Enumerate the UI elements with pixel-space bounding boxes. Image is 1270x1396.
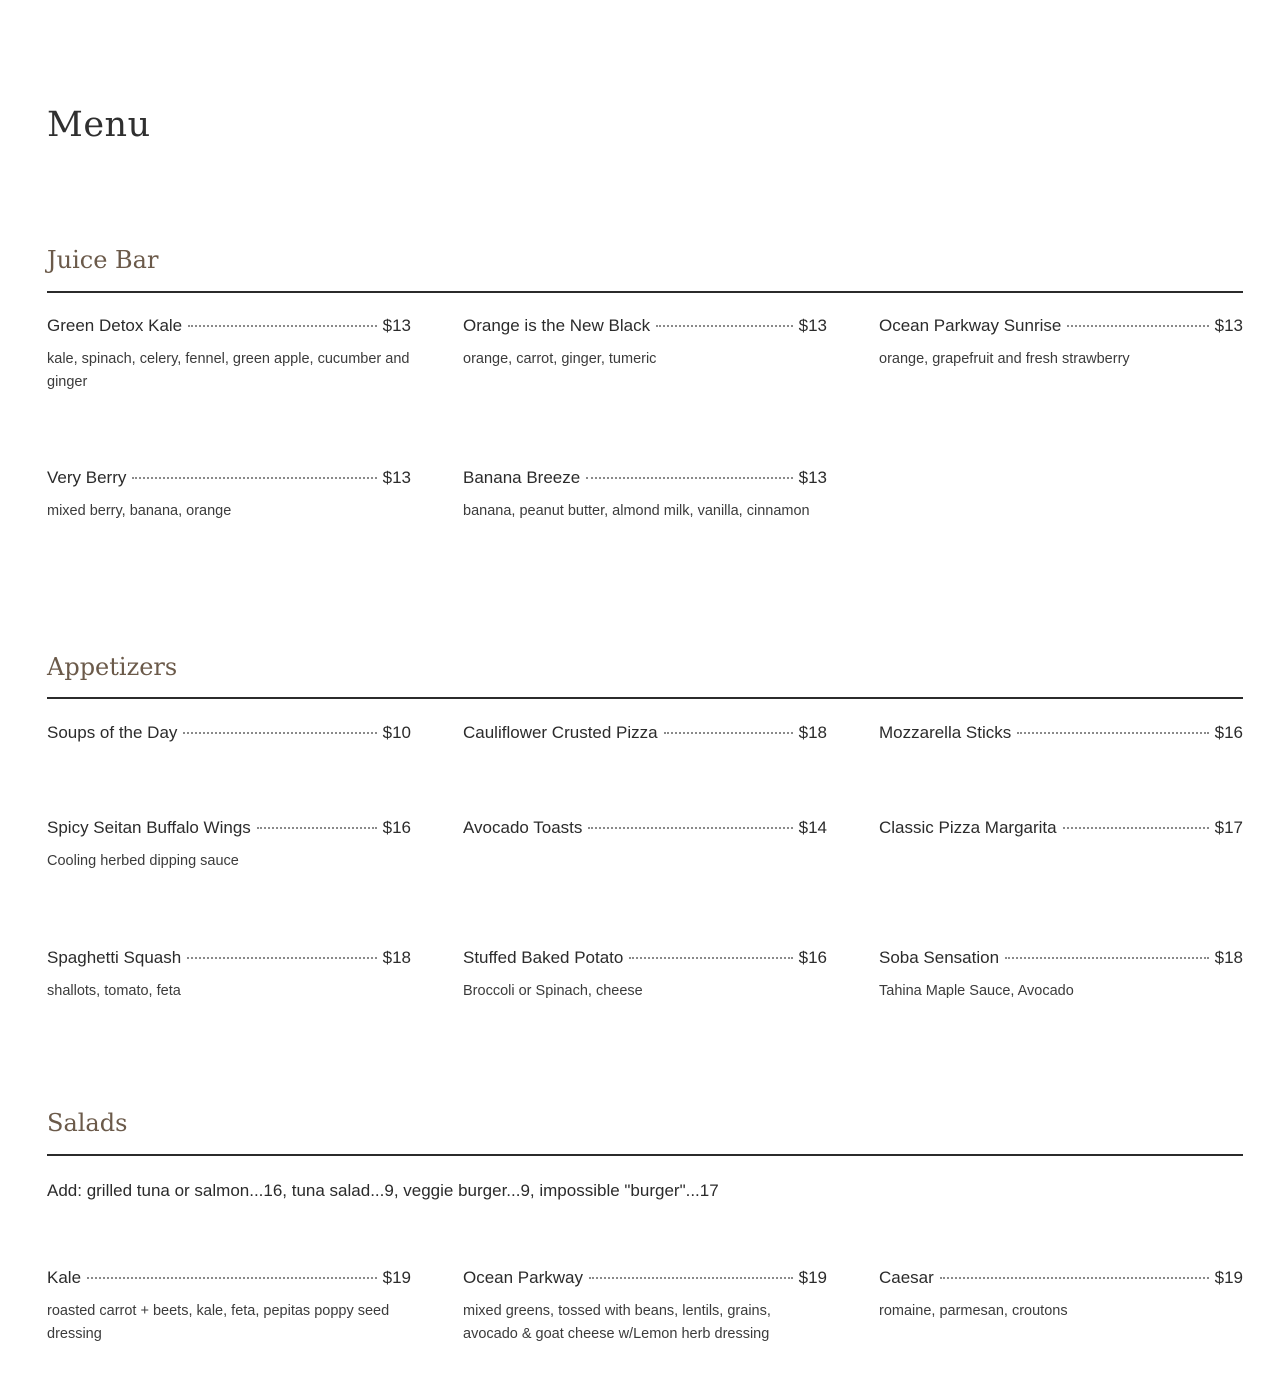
- item-name: Green Detox Kale: [47, 316, 183, 335]
- item-price: $10: [382, 723, 411, 742]
- item-description: Broccoli or Spinach, cheese: [463, 983, 643, 999]
- dotted-leader: [257, 827, 377, 829]
- item-price: $13: [382, 316, 411, 335]
- menu-item: [463, 721, 827, 745]
- item-description: Tahina Maple Sauce, Avocado: [879, 983, 1074, 999]
- item-price: $19: [1214, 1268, 1243, 1287]
- menu-item: [47, 466, 411, 523]
- item-description: Cooling herbed dipping sauce: [47, 853, 239, 869]
- item-price: $13: [1214, 316, 1243, 335]
- item-description: orange, carrot, ginger, tumeric: [463, 351, 657, 367]
- item-name: Kale: [47, 1268, 82, 1287]
- item-description: banana, peanut butter, almond milk, vanilla, cinnamon: [463, 503, 810, 519]
- item-name: Soups of the Day: [47, 723, 178, 742]
- dotted-leader: [183, 732, 376, 734]
- item-price: $16: [382, 818, 411, 837]
- menu-item: [463, 816, 827, 840]
- menu-item: [47, 721, 411, 745]
- dotted-leader: [588, 827, 792, 829]
- item-name: Avocado Toasts: [463, 818, 583, 837]
- item-name: Spaghetti Squash: [47, 948, 182, 967]
- item-description: roasted carrot + beets, kale, feta, pepitas poppy seed dressing: [47, 1303, 390, 1342]
- dotted-leader: [87, 1277, 377, 1279]
- menu-item: [879, 816, 1243, 840]
- menu-item: [47, 1266, 411, 1346]
- dotted-leader: [132, 477, 376, 479]
- menu-item: [463, 466, 827, 523]
- dotted-leader: [629, 957, 792, 959]
- section-divider: [47, 291, 1243, 293]
- item-price: $17: [1214, 818, 1243, 837]
- item-name: Cauliflower Crusted Pizza: [463, 723, 658, 742]
- item-price: $13: [382, 468, 411, 487]
- item-price: $13: [798, 468, 827, 487]
- item-name: Ocean Parkway: [463, 1268, 583, 1287]
- item-price: $16: [798, 948, 827, 967]
- item-description: shallots, tomato, feta: [47, 983, 181, 999]
- section-appetizers: [47, 651, 1243, 999]
- item-name: Very Berry: [47, 468, 127, 487]
- menu-item: [463, 314, 827, 371]
- item-name: Ocean Parkway Sunrise: [879, 316, 1062, 335]
- item-name: Orange is the New Black: [463, 316, 651, 335]
- item-price: $16: [1214, 723, 1243, 742]
- item-price: $18: [382, 948, 411, 967]
- item-description: mixed berry, banana, orange: [47, 503, 232, 519]
- menu-item: [47, 816, 411, 873]
- item-description: kale, spinach, celery, fennel, green apple, cucumber and ginger: [47, 351, 410, 390]
- menu-item: [463, 1266, 827, 1346]
- menu-item: [879, 1266, 1243, 1323]
- section-juice-bar: [47, 244, 1243, 519]
- dotted-leader: [589, 1277, 793, 1279]
- item-price: $13: [798, 316, 827, 335]
- item-price: $19: [798, 1268, 827, 1287]
- menu-item: [47, 946, 411, 1003]
- dotted-leader: [1063, 827, 1209, 829]
- section-title: Appetizers: [47, 653, 178, 681]
- dotted-leader: [188, 325, 376, 327]
- dotted-leader: [940, 1277, 1209, 1279]
- dotted-leader: [1017, 732, 1208, 734]
- section-divider: [47, 1154, 1243, 1156]
- dotted-leader: [187, 957, 376, 959]
- dotted-leader: [1067, 325, 1208, 327]
- item-name: Mozzarella Sticks: [879, 723, 1012, 742]
- item-name: Spicy Seitan Buffalo Wings: [47, 818, 251, 837]
- item-name: Banana Breeze: [463, 468, 581, 487]
- item-description: romaine, parmesan, croutons: [879, 1303, 1068, 1319]
- menu-item: [47, 314, 411, 394]
- item-description: orange, grapefruit and fresh strawberry: [879, 351, 1130, 367]
- menu-item: [879, 314, 1243, 371]
- dotted-leader: [1005, 957, 1209, 959]
- item-price: $18: [798, 723, 827, 742]
- section-title: Juice Bar: [47, 246, 159, 274]
- item-description: mixed greens, tossed with beans, lentils, grains, avocado & goat cheese w/Lemon herb dressing: [463, 1303, 771, 1342]
- item-price: $14: [798, 818, 827, 837]
- page-title: Menu: [47, 105, 151, 145]
- item-price: $18: [1214, 948, 1243, 967]
- menu-item: [879, 946, 1243, 1003]
- section-divider: [47, 697, 1243, 699]
- dotted-leader: [656, 325, 793, 327]
- section-salads: [47, 1107, 1243, 1342]
- item-name: Stuffed Baked Potato: [463, 948, 624, 967]
- dotted-leader: [664, 732, 793, 734]
- item-name: Soba Sensation: [879, 948, 1000, 967]
- item-price: $19: [382, 1268, 411, 1287]
- menu-item: [463, 946, 827, 1003]
- salad-add-ons-note: Add: grilled tuna or salmon...16, tuna salad...9, veggie burger...9, impossible "burger"...17: [47, 1181, 719, 1200]
- item-name: Classic Pizza Margarita: [879, 818, 1057, 837]
- dotted-leader: [586, 477, 792, 479]
- item-name: Caesar: [879, 1268, 934, 1287]
- section-title: Salads: [47, 1109, 128, 1137]
- menu-item: [879, 721, 1243, 745]
